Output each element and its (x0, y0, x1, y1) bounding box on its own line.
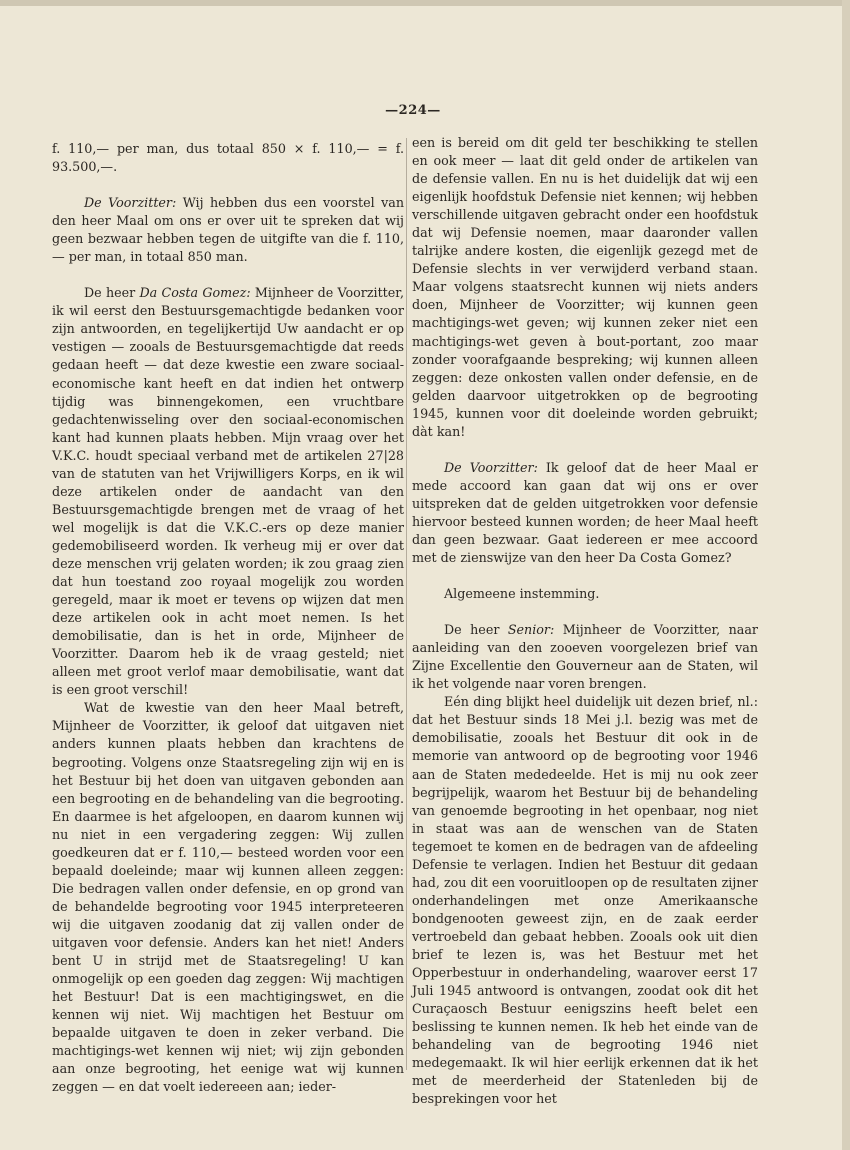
paragraph: De Voorzitter: Ik geloof dat de heer Maal er mede accoord kan gaan dat wij ons er over uitspreken dat de gelden uitgetrokken voor defensie hiervoor besteed kunnen worden; de heer Maal heeft dan geen bezwaar. Gaat iedereen er mee accoord met de zienswijze van den heer Da Costa Gomez? (412, 459, 758, 566)
speaker-name: Da Costa Gomez: (139, 285, 251, 301)
paragraph: f. 110,— per man, dus totaal 850 × f. 110,— = f. 93.500,—. (52, 141, 404, 175)
speaker-name: De Voorzitter: (84, 195, 177, 211)
right-column (412, 134, 758, 1108)
speaker-name: Senior: (507, 622, 555, 638)
paragraph: Algemeene instemming. (444, 586, 600, 602)
speaker-name: De Voorzitter: (444, 459, 538, 475)
page-edge-top (0, 0, 850, 6)
paragraph: De heer Senior: Mijnheer de Voorzitter, naar aanleiding van den zooeven voorgelezen brief van Zijne Excellentie den Gouverneur aan de Staten, wil ik het volgende naar voren brengen. (412, 622, 759, 692)
paragraph: De heer Da Costa Gomez: Mijnheer de Voorzitter, ik wil eerst den Bestuursgemachtigde bedanken voor zijn antwoorden, en tegelijkertijd Uw aandacht er op vestigen — zooals de Bestuursgemachtigde dat reeds gedaan heeft — dat deze kwestie een zware sociaal-economische kant heeft en dat indien het ontwerp tijdig was binnengekomen, een vruchtbare gedachtenwisseling over den sociaal-economischen kant had kunnen plaats hebben. Mijn vraag over het V.K.C. houdt speciaal verband met de artikelen 27|28 van de statuten van het Vrijwilligers Korps, en ik wil deze artikelen onder de aandacht van den Bestuursgemachtigde brengen met de vraag of het wel mogelijk is dat die V.K.C.-ers op deze manier gedemobiliseerd worden. Ik verheug mij er over dat deze menschen vrij gelaten worden; ik zou graag zien dat hun toestand zoo royaal mogelijk zou worden geregeld, maar ik moet er tevens op wijzen dat men deze artikelen ook in acht moet nemen. Is het demobilisatie, dan is het in orde, Mijnheer de Voorzitter. Daarom heb ik de vraag gesteld; niet alleen met groot verlof maar demobilisatie, want dat is een groot verschil! (52, 285, 404, 698)
paragraph: een is bereid om dit geld ter beschikking te stellen en ook meer — laat dit geld onder de artikelen van de defensie vallen. En nu is het duidelijk dat wij een eigenlijk hoofdstuk Defensie niet kennen; wij hebben verschillende uitgaven gebracht onder een hoofdstuk dat wij Defensie noemen, maar daaronder vallen talrijke andere kosten, die eigenlijk gezegd met de Defensie slechts in ver verwijderd verband staan. Maar volgens staatsrecht kunnen wij niets anders doen, Mijnheer de Voorzitter; wij kunnen geen machtigings-wet geven; wij kunnen zeker niet een machtigings-wet geven à bout-portant, zoo maar zonder voorafgaande bespreking; wij kunnen alleen zeggen: deze onkosten vallen onder defensie, en de gelden daarvoor uitgetrokken op de begrooting 1945, kunnen voor dit doeleinde worden gebruikt; dàt kan! (412, 135, 758, 439)
page-number: —224— (385, 103, 441, 118)
paragraph: Eén ding blijkt heel duidelijk uit dezen brief, nl.: dat het Bestuur sinds 18 Mei j.l. bezig was met de demobilisatie, zooals het Bestuur dit ook in de memorie van antwoord op de begrooting voor 1946 aan de Staten mededeelde. Het is mij nu ook zeer begrijpelijk, waarom het Bestuur bij de behandeling van genoemde begrooting in het openbaar, nog niet in staat was aan de wenschen van de Staten tegemoet te komen en de bedragen van de afdeeling Defensie te verlagen. Indien het Bestuur dit gedaan had, zou dit een vooruitloopen op de resultaten zijner onderhandelingen met onze Amerikaansche bondgenooten geweest zijn, en de zaak eerder vertroebeld dan gebaat hebben. Zooals ook uit dien brief te lezen is, was het Bestuur met het Opperbestuur in onderhandeling, waarover eerst 17 Juli 1945 antwoord is ontvangen, zoodat ook dit het Curaçaosch Bestuur eenigszins heeft belet een beslissing te kunnen nemen. Ik heb het einde van de behandeling van de begrooting 1946 niet medegemaakt. Ik wil hier eerlijk erkennen dat ik het met de meerderheid der Statenleden bij de besprekingen voor het (412, 694, 758, 1107)
page-edge-right (842, 0, 850, 1150)
column-divider (406, 138, 407, 1070)
left-column (52, 140, 404, 1096)
paragraph: Wat de kwestie van den heer Maal betreft, Mijnheer de Voorzitter, ik geloof dat uitgaven niet anders kunnen plaats hebben dan krachtens de begrooting. Volgens onze Staatsregeling zijn wij en is het Bestuur bij het doen van uitgaven gebonden aan een begrooting en de behandeling van die begrooting. En daarmee is het afgeloopen, en daarom kunnen wij nu niet in een vergadering zeggen: Wij zullen goedkeuren dat er f. 110,— besteed worden voor een bepaald doeleinde; maar wij kunnen alleen zeggen: Die bedragen vallen onder defensie, en op grond van de behandelde begrooting voor 1945 interpreteeren wij die uitgaven zoodanig dat zij vallen onder de uitgaven voor defensie. Anders kan het niet! Anders bent U in strijd met de Staatsregeling! U kan onmogelijk op een goeden dag zeggen: Wij machtigen het Bestuur! Dat is een machtigingswet, en die kennen wij niet. Wij machtigen het Bestuur om bepaalde uitgaven te doen in zeker verband. Die machtigings-wet kennen wij niet; wij zijn gebonden aan onze begrooting, het eenige wat wij kunnen zeggen — en dat voelt iedereeen aan; ieder- (52, 700, 404, 1095)
paragraph: De Voorzitter: Wij hebben dus een voorstel van den heer Maal om ons er over uit te spreken dat wij geen bezwaar hebben tegen de uitgifte van die f. 110,— per man, in totaal 850 man. (52, 195, 404, 265)
